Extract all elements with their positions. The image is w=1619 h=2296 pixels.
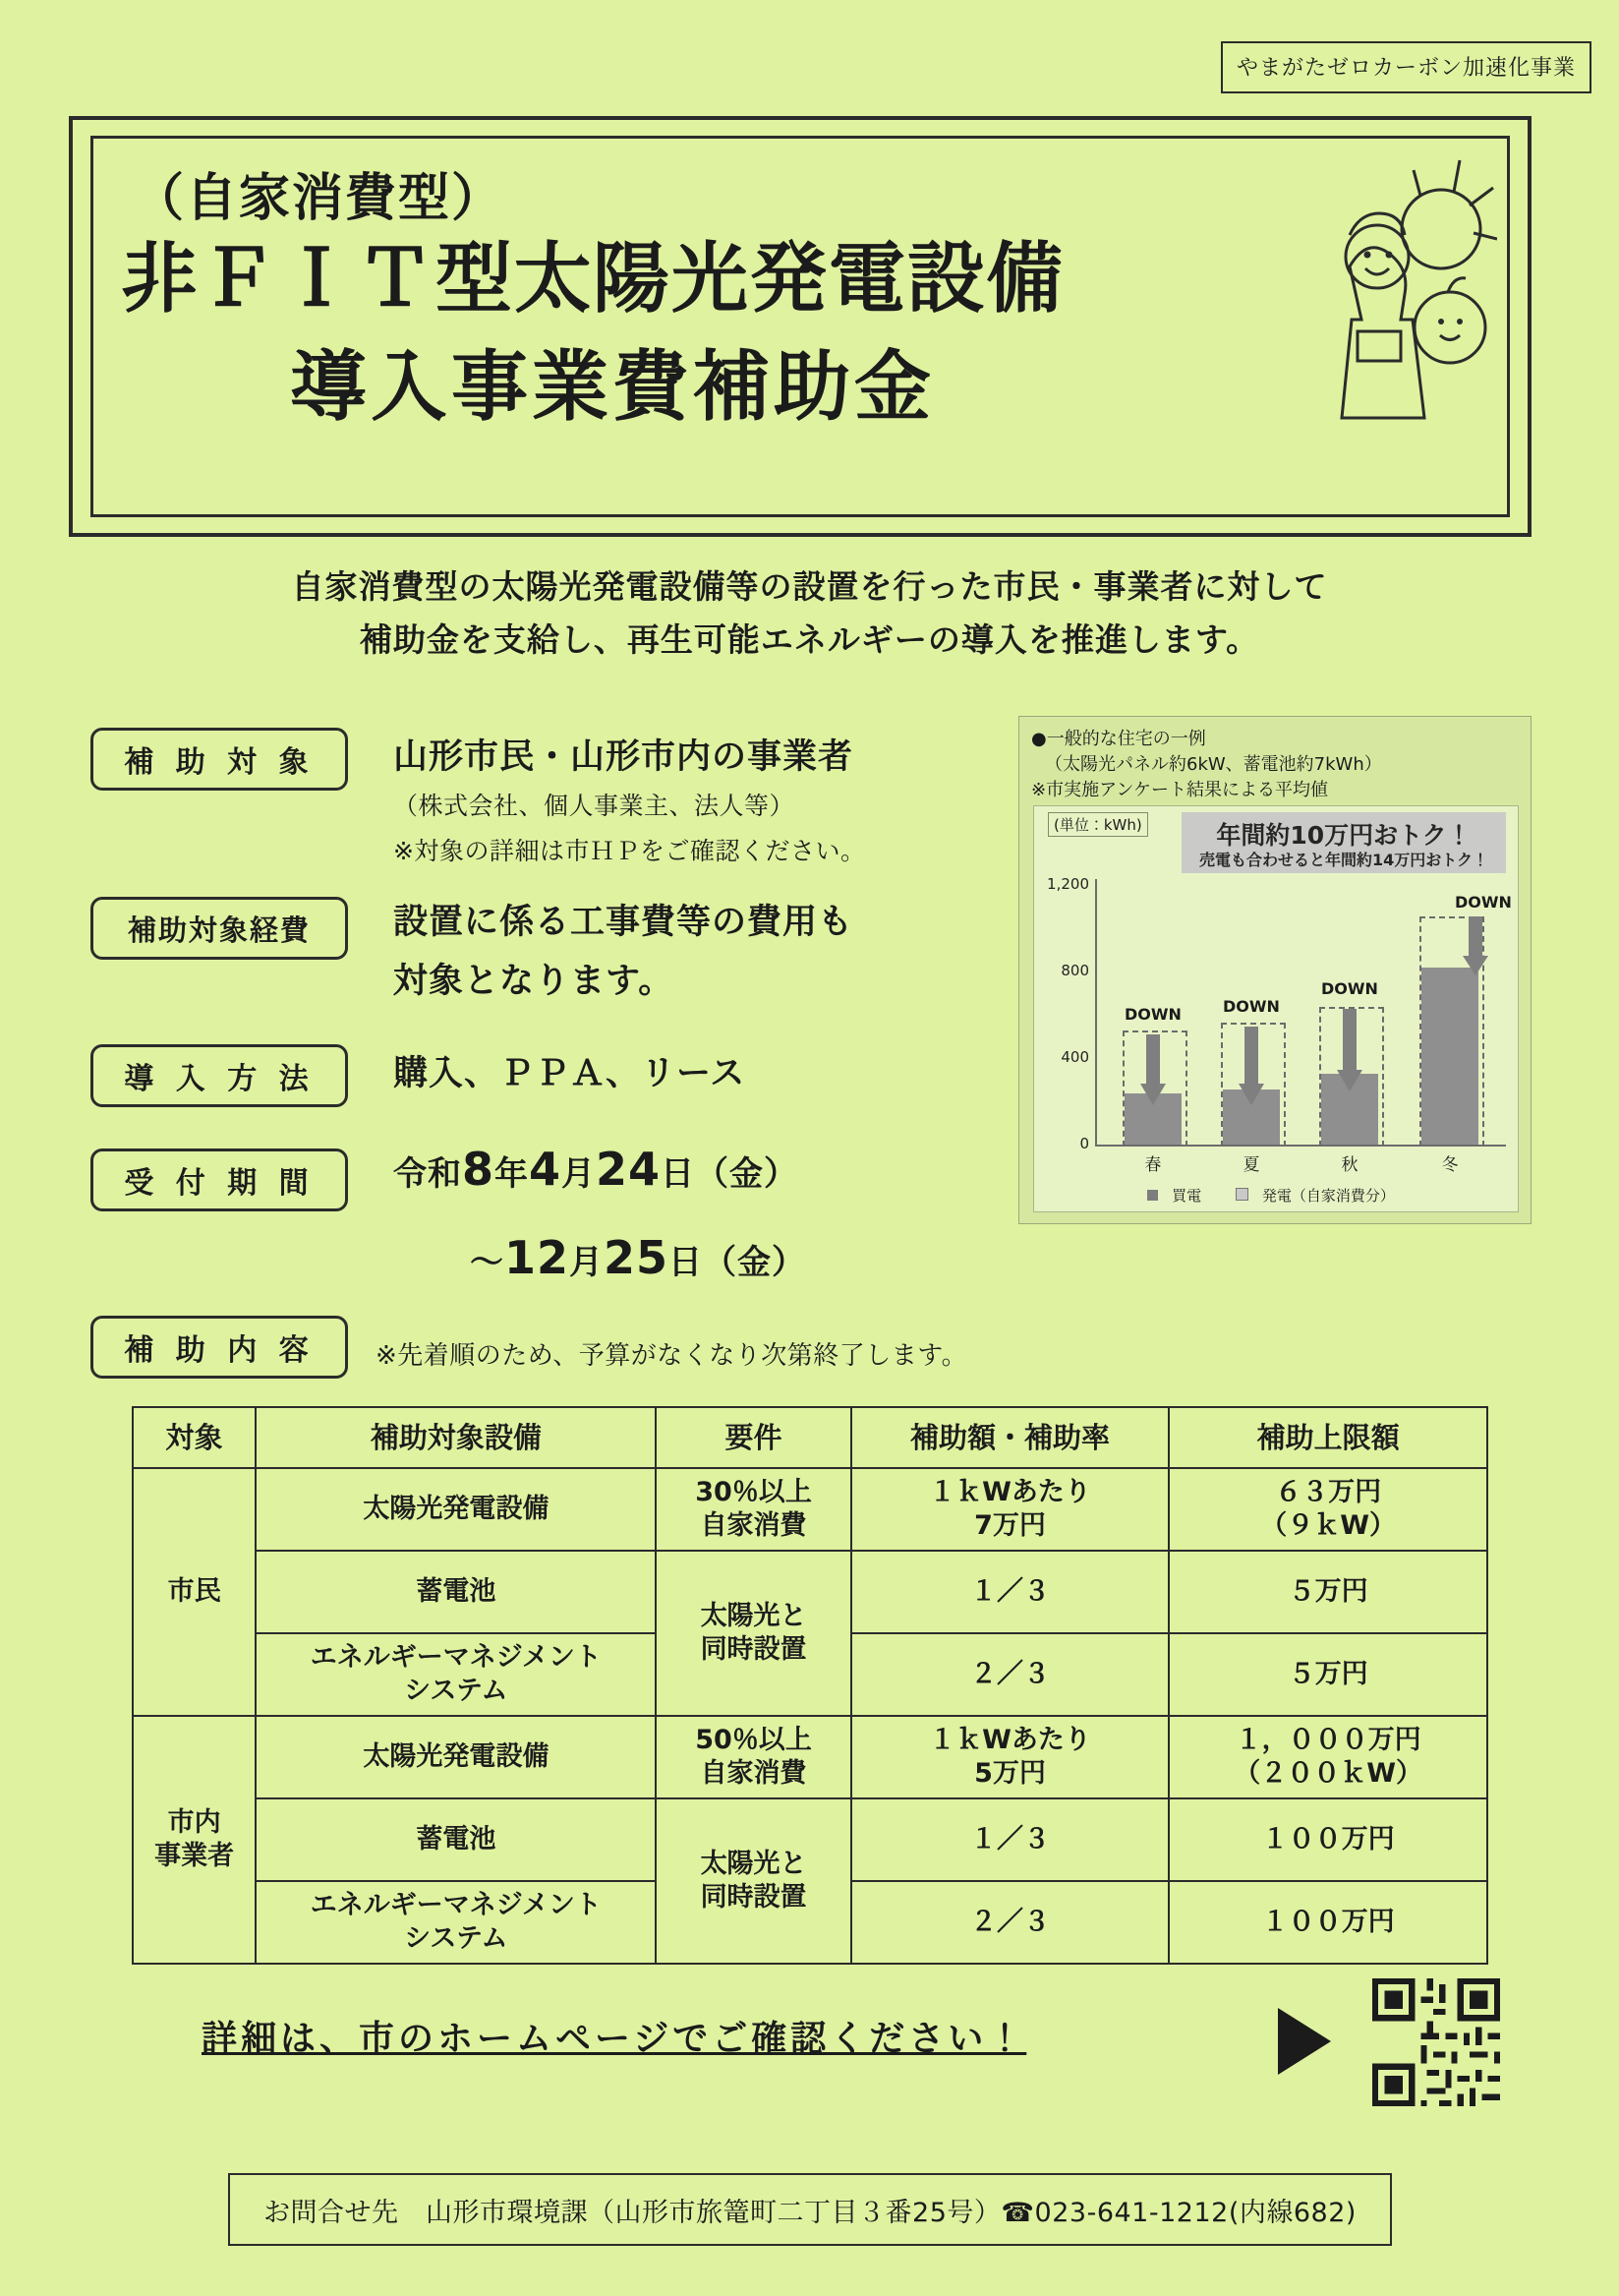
title-line-1: （自家消費型） (133, 169, 505, 228)
table-header-row (133, 1407, 1487, 1468)
cell-amount: １／３ (851, 1798, 1170, 1881)
cell-target-business: 市内 事業者 (133, 1716, 256, 1964)
cell-max: ５万円 (1169, 1633, 1487, 1716)
cell-requirement: 太陽光と 同時設置 (656, 1798, 850, 1964)
value-period-line-1 (393, 1143, 798, 1196)
chart-legend-item-2: 発電（自家消費分） (1236, 1187, 1405, 1205)
cell-target-citizen: 市民 (133, 1468, 256, 1716)
cell-max: １，０００万円 （２００ｋW） (1169, 1716, 1487, 1798)
value-eligible-cost-1: 設置に係る工事費等の費用も (393, 903, 854, 942)
chart-annotation-autumn: DOWN (1321, 979, 1378, 998)
th-max: 補助上限額 (1169, 1407, 1487, 1468)
cell-max: ５万円 (1169, 1551, 1487, 1633)
value-period-line-2 (470, 1231, 806, 1284)
chart-annotation-winter: DOWN (1455, 893, 1512, 912)
cell-amount: ２／３ (851, 1633, 1170, 1716)
period-end-day: 25 (604, 1231, 669, 1284)
chart-xlabel-spring: 春 (1144, 1155, 1162, 1175)
chart-savings-banner (1182, 812, 1506, 873)
chart-plot-area (1033, 805, 1519, 1212)
chart-arrow-spring (1140, 1034, 1166, 1107)
lead-line-2: 補助金を支給し、再生可能エネルギーの導入を推進します。 (359, 620, 1260, 660)
cell-amount: ２／３ (851, 1881, 1170, 1964)
chart-annotation-summer: DOWN (1223, 997, 1280, 1016)
period-day-kanji: 日（金） (661, 1154, 799, 1194)
table-row (133, 1798, 1487, 1881)
contact-footer: お問合せ先 山形市環境課（山形市旅篭町二丁目３番25号）☎023-641-1212(内線682) (228, 2173, 1392, 2246)
lead-paragraph (0, 560, 1619, 668)
period-day: 24 (596, 1143, 662, 1196)
label-method: 導 入 方 法 (90, 1044, 348, 1107)
period-month-kanji: 月 (561, 1154, 597, 1194)
cell-requirement: 50％以上 自家消費 (656, 1716, 850, 1798)
website-cta-text[interactable]: 詳細は、市のホームページでご確認ください！ (202, 2019, 1027, 2059)
chart-xlabel-winter: 冬 (1441, 1155, 1459, 1175)
cell-requirement: 30％以上 自家消費 (656, 1468, 850, 1551)
chart-head-2: （太陽光パネル約6kW、蓄電池約7kWh） (1045, 754, 1382, 775)
value-method: 購入、ＰＰＡ、リース (393, 1054, 746, 1093)
chart-banner-line-2: 売電も合わせると年間約14万円おトク！ (1199, 851, 1488, 869)
chart-ytick-1200: 1,200 (1047, 875, 1089, 893)
arrow-right-icon (1278, 2008, 1331, 2075)
period-year-kanji: 年 (494, 1154, 530, 1194)
value-target: 山形市民・山形市内の事業者 (393, 737, 854, 777)
program-tag: やまがたゼロカーボン加速化事業 (1221, 41, 1591, 93)
chart-xlabel-autumn: 秋 (1341, 1155, 1359, 1175)
period-month: 4 (529, 1143, 562, 1196)
period-tilde: ～ (470, 1243, 504, 1282)
cell-amount: １ｋWあたり 7万円 (851, 1468, 1170, 1551)
period-end-month-kanji: 月 (569, 1243, 605, 1282)
cell-equipment: エネルギーマネジメント システム (256, 1881, 656, 1964)
cell-max: １００万円 (1169, 1881, 1487, 1964)
value-target-sub2: ※対象の詳細は市ＨＰをご確認ください。 (393, 837, 866, 865)
th-target: 対象 (133, 1407, 256, 1468)
period-era: 令和 (393, 1154, 462, 1194)
th-requirement: 要件 (656, 1407, 850, 1468)
chart-bar-winter (1421, 968, 1478, 1145)
chart-banner-line-1: 年間約10万円おトク！ (1216, 821, 1472, 850)
chart-arrow-autumn (1337, 1009, 1362, 1093)
title-line-2: 非ＦＩＴ型太陽光発電設備 (121, 235, 1066, 324)
sample-household-chart (1018, 716, 1532, 1224)
th-equipment: 補助対象設備 (256, 1407, 656, 1468)
value-target-sub1: （株式会社、個人事業主、法人等） (393, 792, 795, 820)
title-box-inner (90, 136, 1510, 517)
chart-y-axis (1095, 879, 1097, 1147)
cell-max: ６３万円 （９ｋW） (1169, 1468, 1487, 1551)
period-end-day-kanji: 日（金） (668, 1243, 807, 1282)
cell-equipment: エネルギーマネジメント システム (256, 1633, 656, 1716)
table-row (133, 1716, 1487, 1798)
cell-max: １００万円 (1169, 1798, 1487, 1881)
chart-unit-label: (単位：kWh) (1048, 812, 1148, 837)
label-period: 受 付 期 間 (90, 1148, 348, 1211)
mascot-illustration (1202, 148, 1497, 443)
title-line-3: 導入事業費補助金 (290, 343, 936, 432)
subsidy-table (132, 1406, 1488, 1965)
chart-arrow-winter (1463, 916, 1488, 977)
chart-ytick-800: 800 (1061, 962, 1089, 979)
chart-legend (1034, 1185, 1518, 1206)
content-note: ※先着順のため、予算がなくなり次第終了します。 (376, 1341, 968, 1371)
chart-xlabel-summer: 夏 (1243, 1155, 1260, 1175)
chart-head-3: ※市実施アンケート結果による平均値 (1031, 780, 1329, 800)
cell-requirement: 太陽光と 同時設置 (656, 1551, 850, 1716)
th-amount: 補助額・補助率 (851, 1407, 1170, 1468)
chart-ytick-0: 0 (1079, 1135, 1089, 1152)
title-box (69, 116, 1532, 537)
chart-head-1: ●一般的な住宅の一例 (1031, 729, 1206, 749)
cell-amount: １／３ (851, 1551, 1170, 1633)
label-content: 補 助 内 容 (90, 1316, 348, 1379)
label-target: 補 助 対 象 (90, 728, 348, 791)
value-eligible-cost-2: 対象となります。 (393, 962, 674, 1001)
cell-equipment: 蓄電池 (256, 1551, 656, 1633)
chart-annotation-spring: DOWN (1125, 1005, 1182, 1024)
label-eligible-cost: 補助対象経費 (90, 897, 348, 960)
chart-arrow-summer (1239, 1027, 1264, 1107)
cell-amount: １ｋWあたり 5万円 (851, 1716, 1170, 1798)
chart-legend-item-1: 買電 (1147, 1187, 1211, 1205)
period-end-month: 12 (504, 1231, 570, 1284)
qr-code[interactable] (1372, 1978, 1500, 2106)
cell-equipment: 蓄電池 (256, 1798, 656, 1881)
cell-equipment: 太陽光発電設備 (256, 1468, 656, 1551)
table-row (133, 1551, 1487, 1633)
chart-ytick-400: 400 (1061, 1048, 1089, 1066)
period-year: 8 (462, 1143, 495, 1196)
cell-equipment: 太陽光発電設備 (256, 1716, 656, 1798)
table-row (133, 1468, 1487, 1551)
lead-line-1: 自家消費型の太陽光発電設備等の設置を行った市民・事業者に対して (291, 567, 1328, 606)
